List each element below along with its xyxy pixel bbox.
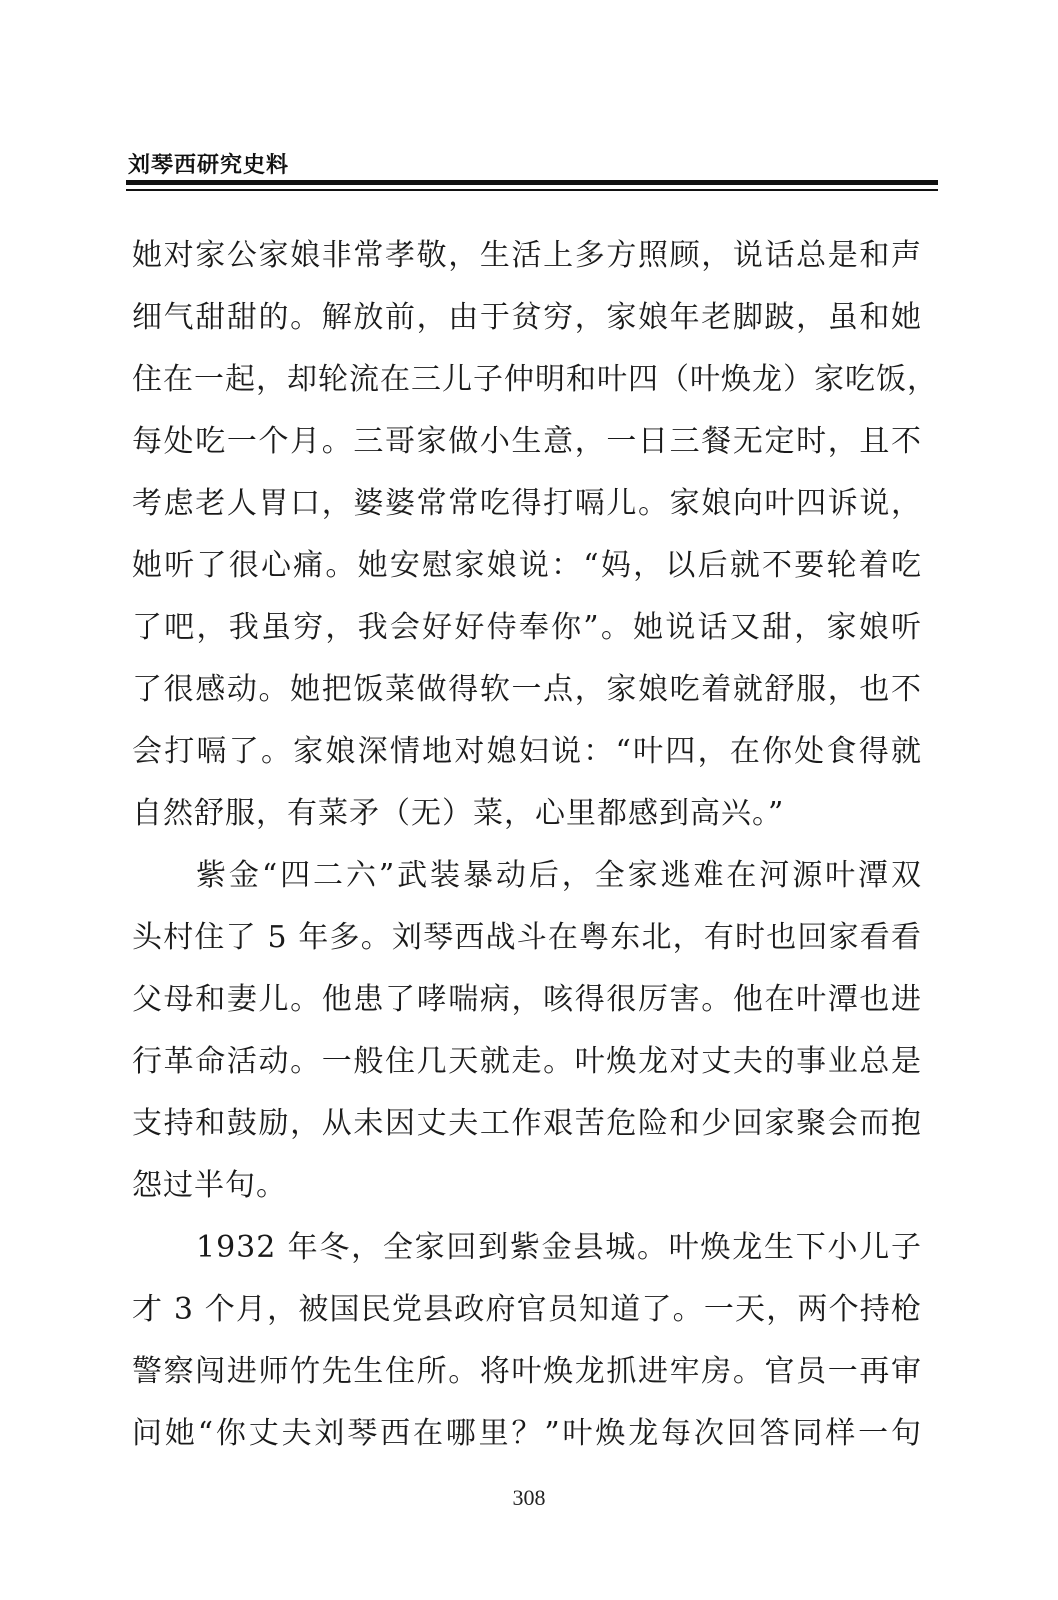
header-rule-thin [126, 189, 938, 191]
text-line: 细气甜甜的。解放前，由于贫穷，家娘年老脚跛，虽和她 [132, 300, 922, 335]
text-line: 头村住了 5 年多。刘琴西战斗在粤东北，有时也回家看看 [132, 920, 922, 955]
text-line: 父母和妻儿。他患了哮喘病，咳得很厉害。他在叶潭也进 [132, 982, 922, 1017]
text-line: 支持和鼓励，从未因丈夫工作艰苦危险和少回家聚会而抱 [132, 1106, 922, 1141]
text-line: 紫金“四二六”武装暴动后，全家逃难在河源叶潭双 [196, 858, 922, 893]
header-rule-thick [126, 180, 938, 185]
page-number: 308 [512, 1485, 546, 1510]
body-text [132, 225, 938, 1465]
text-line: 了吧，我虽穷，我会好好侍奉你”。她说话又甜，家娘听 [132, 610, 922, 645]
text-line: 会打嗝了。家娘深情地对媳妇说：“叶四，在你处食得就 [132, 734, 922, 769]
text-line: 她听了很心痛。她安慰家娘说：“妈，以后就不要轮着吃 [132, 548, 922, 583]
text-line: 警察闯进师竹先生住所。将叶焕龙抓进牢房。官员一再审 [132, 1354, 922, 1389]
text-line: 1932 年冬，全家回到紫金县城。叶焕龙生下小儿子 [196, 1230, 922, 1265]
running-head: 刘琴西研究史料 [128, 153, 290, 178]
text-line: 问她“你丈夫刘琴西在哪里？”叶焕龙每次回答同样一句 [132, 1416, 922, 1451]
text-line: 她对家公家娘非常孝敬，生活上多方照顾，说话总是和声 [132, 238, 922, 273]
text-line: 了很感动。她把饭菜做得软一点，家娘吃着就舒服，也不 [132, 672, 922, 707]
text-line: 住在一起，却轮流在三儿子仲明和叶四（叶焕龙）家吃饭， [132, 362, 938, 397]
text-line: 怨过半句。 [132, 1168, 287, 1203]
text-line: 自然舒服，有菜矛（无）菜，心里都感到高兴。” [132, 796, 785, 831]
text-line: 行革命活动。一般住几天就走。叶焕龙对丈夫的事业总是 [132, 1044, 922, 1079]
text-line: 每处吃一个月。三哥家做小生意，一日三餐无定时，且不 [132, 424, 922, 459]
text-line: 考虑老人胃口，婆婆常常吃得打嗝儿。家娘向叶四诉说， [132, 486, 922, 521]
text-line: 才 3 个月，被国民党县政府官员知道了。一天，两个持枪 [132, 1292, 922, 1327]
